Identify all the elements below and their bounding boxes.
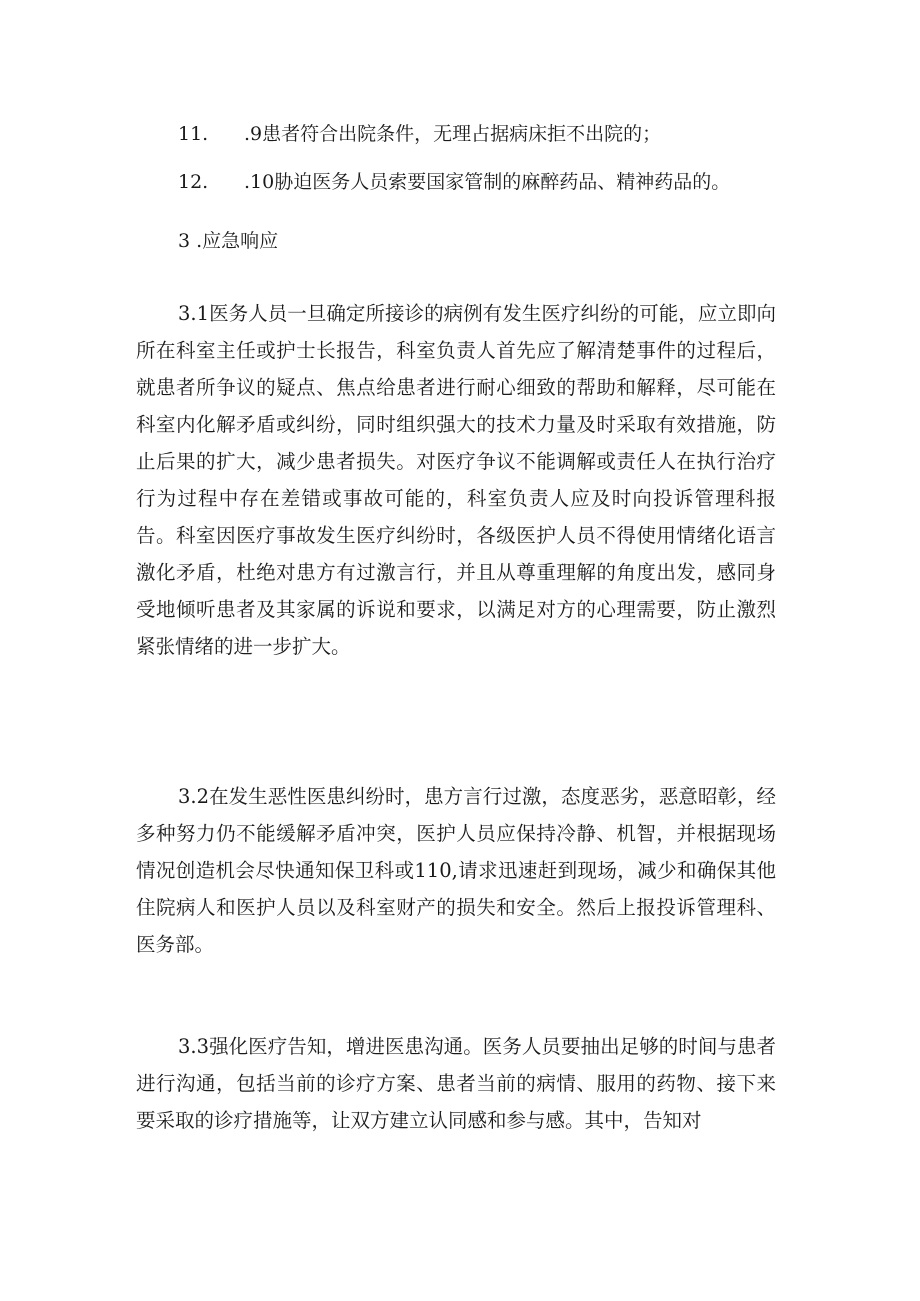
- list-item-text: .9患者符合出院条件，无理占据病床拒不出院的；: [244, 123, 662, 145]
- section-heading: 3 .应急响应: [178, 230, 279, 252]
- list-item: [178, 168, 730, 196]
- paragraph-3-1: 3.1医务人员一旦确定所接诊的病例有发生医疗纠纷的可能，应立即向所在科室主任或护士长报告，科室负责人首先应了解清楚事件的过程后，就患者所争议的疑点、焦点给患者进行耐心细致的帮助和解释，尽可能在科室内化解矛盾或纠纷，同时组织强大的技术力量及时采取有效措施，防止后果的扩大，减少患者损失。对医疗争议不能调解或责任人在执行治疗行为过程中存在差错或事故可能的，科室负责人应及时向投诉管理科报告。科室因医疗事故发生医疗纠纷时，各级医护人员不得使用情绪化语言激化矛盾，杜绝对患方有过激言行，并且从尊重理解的角度出发，感同身受地倾听患者及其家属的诉说和要求，以满足对方的心理需要，防止激烈紧张情绪的进一步扩大。: [136, 302, 776, 658]
- list-item-text: .10胁迫医务人员索要国家管制的麻醉药品、精神药品的。: [244, 171, 731, 193]
- paragraph-3-2: 3.2在发生恶性医患纠纷时，患方言行过激，态度恶劣，恶意昭彰，经多种努力仍不能缓解矛盾冲突，医护人员应保持冷静、机智，并根据现场情况创造机会尽快通知保卫科或110,请求迅速赶到现场，减少和确保其他住院病人和医护人员以及科室财产的损失和安全。然后上报投诉管理科、医务部。: [136, 785, 776, 956]
- list-item: [178, 120, 661, 148]
- list-item-number: 12.: [178, 171, 209, 193]
- paragraph-3-3: 3.3强化医疗告知，增进医患沟通。医务人员要抽出足够的时间与患者进行沟通，包括当前的诊疗方案、患者当前的病情、服用的药物、接下来要采取的诊疗措施等，让双方建立认同感和参与感。其中，告知对: [136, 1035, 776, 1132]
- list-item-number: 11.: [178, 123, 209, 145]
